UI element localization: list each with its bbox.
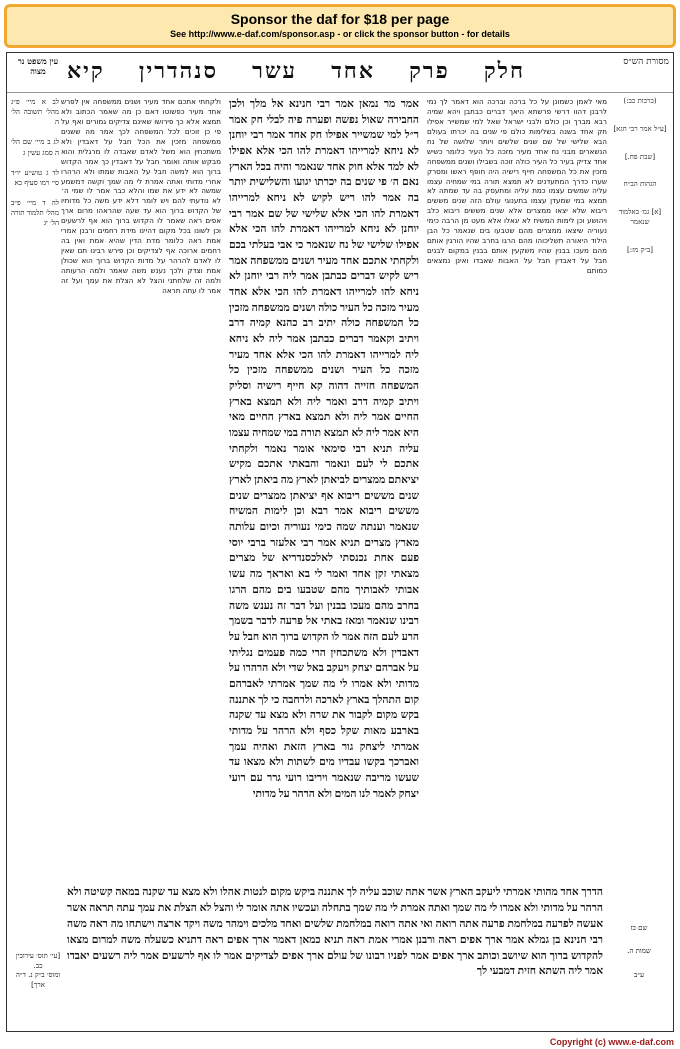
sponsor-banner[interactable] [4, 4, 676, 48]
einmishpat-column [11, 97, 59, 238]
mesorah-column [611, 97, 669, 274]
tractate-name: סנהדרין [138, 58, 218, 84]
einmishpat-note: לה ד מיי׳ פ״ב מהל׳ תלמוד תורה הל׳ יג [11, 198, 59, 228]
einmishpat-note: לג ב מיי׳ שם הל׳ ה סמג עשין ג [11, 138, 59, 157]
perek-word-1: חלק [483, 58, 525, 84]
bottom-note: ומוס׳ ב״ק נ. ד״ה ארך] [15, 971, 61, 990]
tosafot-text: ולקחתי אתכם אחד מעיר ושנים ממשפחה אין לפרש אחד מעיר כפשוטו דאם כן מה שאמר הכתוב ולא תמצא אלא כך פירושו שאינם צדיקים גמורים ואף על פי כן זוכים לכל המשפחה לכך אמר מה ששנים ממשפחה מזכין את הכל חבל על דאבדין ולא משתכחין הוא משל לאדם שאבדה לו מרגלית והוא מבקש אותה ואומר חבל על דאבדין כך אמר הקדוש ברוך הוא למשה חבל על האבות שמתו ולא הרהרו אחרי מדותי ואתה אמרת לי מה שמך וקשה דמשמע שמשה לא ידע את שמו והלא כבר אמר לו שמי ה׳ לא נודעתי להם ויש לומר דלא ידע משה כל מדותיו של הקדוש ברוך הוא עד שעה שהראהו מרום ארך אפים ראה שאמר לו הקדוש ברוך הוא אף לרשעים וכן לשונו בכל מקום דהיינו מידת רחמים ורבנן אמרי אמת ראה כלומר מדת הדין שהיא אמת ואין בה רחמים ארוכה אף לצדיקים וכן פירש רבינו תם שאין לו לאדם להרהר על מדות הקדוש ברוך הוא שכולן אמת וצדק ולכך נענש משה שאמר ולמה הרעותה ולמה זה שלחתני והצל לא הצלת את עמך ועל זה אמר לו עתה תראה [61, 97, 221, 295]
daf-number: קיא [67, 58, 105, 84]
bottom-note: [עי׳ תוס׳ עירובין כב. [15, 951, 61, 970]
einmishpat-note: לב א מיי׳ פ״ג מהל׳ תשובה הל׳ ה [11, 98, 59, 127]
sponsor-subtitle[interactable]: See http://www.e-daf.com/sponsor.asp - or click the sponsor button - for details [170, 29, 510, 39]
bottom-left-notes [11, 952, 65, 991]
sponsor-title[interactable]: Sponsor the daf for $18 per page [230, 11, 450, 27]
bottom-note: ע״ב [634, 971, 644, 980]
bottom-gemara-text: הדרך אחד מהותי אמרתי ליעקב הארץ אשר אתה שוכב עליה לך אתננה ביקש מקום לנטות אהלו ולא מצא עד שקנה במאה קשיטה ולא הרהר על מדותי ולא אמרו לי מה שמך ואתה אמרת לי מה שמך בתחלה ועכשיו אתה אומר לי והצל לא הצלת את עמך עתה תראה אשר אעשה לפרעה במלחמת פרעה אתה רואה ואי אתה רואה במלחמת שלשים ואחד מלכים וימהר משה ויקד ארצה וישתחו מה ראה משה רבי חנינא בן גמלא אמר ארך אפים ראה ורבנן אמרי אמת ראה תניא כמאן דאמר ארך אפים ראה דתניא כשעלה משה למרום מצאו להקדוש ברוך הוא שיושב וכותב ארך אפים אמר לפניו רבונו של עולם ארך אפים לצדיקים אמר לו אף לרשעים אמר ליה רשעים יאבדו אמר ליה השתא חזית דמבעי לך [67, 887, 603, 978]
perek-word-3: אחד [331, 58, 375, 84]
einmishpat-note: לד ג טוש״ע יו״ד סי׳ רמו סעיף כא [11, 168, 59, 187]
perek-word-2: פרק [409, 58, 450, 84]
gemara-text: אמר מר נמאן אמר רבי חנינא אל מלך ולכן החבירה שאול נפשה ופערה פיה לבלי חק אמר ר״ל למי שמשייר אפילו חק אחד אמר רבי יוחנן לא ניחא למרייהו דאמרת להו הכי אלא אפילו לא למד אלא חוק אחד שנאמר והיה בכל הארץ נאם ה׳ פי שנים בה יכרתו יגועו והשלישית יותר בה אמר להו ריש לקיש לא ניחא למרייהו דאמרת להו הכי אלא שלישי של שם אמר רבי יוחנן לא ניחא למרייהו דאמרת להו הכי אלא אפילו שלישי של נח שנאמר כי אבי בעלתי בכם ולקחתי אתכם אחד מעיר ושנים ממשפחה אמר ריש לקיש דברים כבתבן אמר ליה רבי יוחנן לא ניחא להו למרייהו דאמרת להו הכי אלא אחד מעיר מזכה כל העיר כולה ושנים ממשפחה מזכין כל המשפחה כולה יתיב רב כהנא קמיה דרב ויתיב וקאמר דברים כבתבן אמר ליה לא ניחא ליה למרייהו דאמרת להו הכי אלא אחד מעיר מזכה כל העיר ושנים ממשפחה מזכין כל המשפחה חזייה דהוה קא חייף רישיה וסליק ויתיב קמיה דרב ואמר ליה ולא תמצא בארץ החיים אמר ליה ולא תמצא בארץ החיים מאי היא אמר ליה לא תמצא תורה במי שמחיה עצמו עליה תניא רבי סימאי אומר נאמר ולקחתי אתכם לי לעם ונאמר והבאתי אתכם מקיש יציאתם ממצרים לביאתן לארץ מה ביאתן לארץ שנים מששים ריבוא אף יציאתן ממצרים שנים מששים ריבוא אמר רבא וכן לימות המשיח שנאמר וענתה שמה כימי נעוריה וכיום עלותה מארץ מצרים תניא אמר רבי אלעזר ברבי יוסי פעם אחת נכנסתי לאלכסנדריא של מצרים מצאתי זקן אחד ואמר לי בא ואראך מה עשו אבותי לאבותיך מהם שטבעו בים מהם הרגו בחרב מהם מעכו בבנין ועל דבר זה נענש משה רבינו שנאמר ומאז באתי אל פרעה לדבר בשמך הרע לעם הזה אמר לו הקדוש ברוך הוא חבל על דאבדין ולא משתכחין הרי כמה פעמים נגליתי על אברהם יצחק ויעקב באל שדי ולא הרהרו על מדותי ולא אמרו לי מה שמך אמרתי לאברהם קום התהלך בארץ לארכה ולרחבה כי לך אתננה בקש מקום לקבור את שרה ולא מצא עד שקנה בארבע מאות שקל כסף ולא הרהר על מדותי אמרתי ליצחק גור בארץ הזאת ואהיה עמך ואברכך בקשו עבדיו מים לשתות ולא מצאו עד שעשו מריבה שנאמר ויריבו רועי גרר עם רועי יצחק לאמר לנו המים ולא הרהר על מדותי [229, 99, 419, 800]
talmud-page [6, 52, 674, 1032]
bottom-note: שמות ה. [627, 947, 651, 956]
mesorah-header-label: מסורת הש״ס [623, 57, 669, 67]
page-header [7, 53, 674, 93]
mesorah-note: [ב״ק מז:] [627, 245, 653, 254]
bottom-mesorah-notes [609, 924, 669, 981]
mesorah-note: (ברכות כב:) [623, 97, 657, 105]
mesorah-note: הגהות הב״ח [623, 180, 657, 189]
copyright-link[interactable]: Copyright (c) www.e-daf.com [549, 1037, 674, 1047]
page-title [67, 55, 525, 87]
mesorah-note: [שבת פח.] [624, 152, 656, 161]
rashi-text: מאי לאמן כשמונן על כל ברכה וברכה הוא דאמר לך נמי לרבנן דהוו דרשי פרשתא היאך דברים כבתבן ויהא שמיה רבא מברך וכן כולם ולבני ישראל שאל למי שמשייר אפילו חק אחד בשנה בשלימות כולם פי שנים בה יכרתו בעולם הבא שלישי של שם שנים שלשים ויותר שלושה של נח הנשארים מבני נח אחד מעיר מזכה כל העיר כלומר כשיש אחד צדיק בעיר כל העיר כולה זוכה בשבילו ושנים ממשפחה מזכין את כל המשפחה חייף רישיה היה חופף ראשו ומסרק שערו כדרך המתעדנים לא תמצא תורה במי שמחיה עצמו עליה שמשים עצמו כמת עליה ומתעסק בה עד שמתה לא תמצא במי שמעדן עצמו בתענוגי עולם הזה שנים מששים ריבוא שלא יצאו ממצרים אלא שנים מששים ריבוא כלב ויהושע וכן לימות המשיח לא יגאלו אלא מעט מן הרבה כימי נעוריה שיצאו ממצרים מהם שטבעו בים שנאמר כל הבן הילוד היאורה תשליכוהו מהם הרגו בחרב שהיו הורגין אותם מהם מעכו בבנין שהיו משקעין אותם בבנין במקום לבנים חבל על דאבדין חבל על האבות שאבדו ואינן נמצאים כמותם [427, 97, 607, 275]
mesorah-note: [א] גמ׳ באלמוד שנאמר [618, 208, 662, 226]
bottom-note: שם כז [630, 923, 648, 932]
rashi-column [427, 97, 607, 881]
einmishpat-header-label: עין משפט נר מצוה [17, 56, 59, 76]
gemara-column [229, 97, 419, 881]
perek-word-4: עשר [252, 58, 298, 84]
mesorah-note: [ע״ל אמר רבי חגא] [613, 124, 667, 133]
tosafot-column [61, 97, 221, 881]
